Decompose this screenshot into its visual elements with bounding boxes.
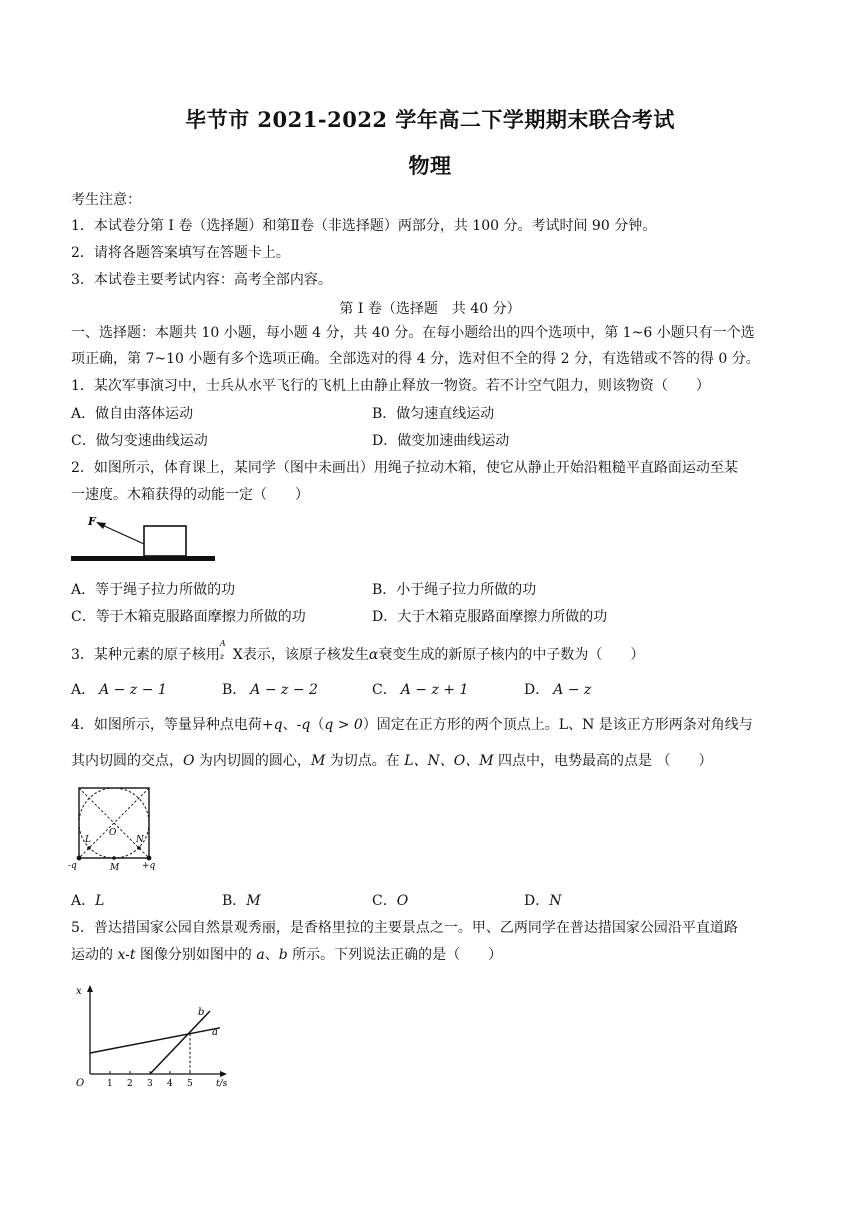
notice-item: 1．本试卷分第 I 卷（选择题）和第Ⅱ卷（非选择题）两部分，共 100 分。考试时间 90 分钟。 [71,218,657,234]
rope-line [100,524,144,544]
notice-item: 3．本试卷主要考试内容：高考全部内容。 [71,272,332,288]
force-arrowhead [96,522,106,529]
x-axis-label: t/s [216,1079,228,1089]
q3-option-a: A． A − z − 1 [71,682,167,698]
x-tick-label: 5 [187,1079,193,1089]
label-pos-charge: +q [142,861,156,871]
q5-stem: 5．普达措国家公园自然景观秀丽，是香格里拉的主要景点之一。甲、乙两同学在普达措国家公园沿平直道路 [71,920,738,936]
q3-option-d: D． A − z [524,682,592,698]
notice-item: 2．请将各题答案填写在答题卡上。 [71,245,290,261]
origin-label: O [76,1078,85,1089]
section-instructions: 项正确，第 7~10 小题有多个选项正确。全部选对的得 4 分，选对但不全的得 2 分，有选错或不答的得 0 分。 [71,351,760,367]
ground-surface [71,556,215,561]
q5-stem: 运动的 x-t 图像分别如图中的 a、b 所示。下列说法正确的是（ ） [71,947,503,963]
q2-option-d: D．大于木箱克服路面摩擦力所做的功 [372,609,608,625]
q2-option-a: A．等于绳子拉力所做的功 [71,582,236,598]
x-tick-label: 2 [127,1079,133,1089]
q1-option-c: C．做匀变速曲线运动 [71,433,208,449]
x-tick-label: 4 [167,1079,173,1089]
q4-option-a: A．L [71,893,105,909]
section-heading: 第 I 卷（选择题 共 40 分） [339,301,521,317]
point-l [87,846,91,850]
q2-stem: 一速度。木箱获得的动能一定（ ） [71,487,309,503]
q2-stem: 2．如图所示，体育课上，某同学（图中未画出）用绳子拉动木箱，使它从静止开始沿粗糙平直路面运动至某 [71,460,738,476]
nuclide-symbol: A z [219,639,226,661]
q1-stem: 1．某次军事演习中，士兵从水平飞行的飞机上由静止释放一物资。若不计空气阻力，则该物资（ ） [71,378,710,394]
notice-heading: 考生注意： [71,192,141,208]
x-axis-arrow [220,1071,227,1077]
q4-option-b: B．M [222,893,261,909]
q2-option-b: B．小于绳子拉力所做的功 [372,582,537,598]
q1-option-b: B．做匀速直线运动 [372,406,495,422]
q4-option-d: D．N [524,893,562,909]
charge-positive [147,856,152,861]
series-b-line [150,1011,210,1074]
q4-stem: 其内切圆的交点，O 为内切圆的圆心，M 为切点。在 L、N、O、M 四点中，电势最高的点是 （ ） [71,753,713,769]
point-m [112,856,116,860]
force-label: F [88,515,96,528]
series-a-label: a [212,1027,218,1039]
exam-title: 毕节市 2021-2022 学年高二下学期期末联合考试 [185,107,675,132]
series-b-label: b [198,1007,205,1019]
charge-negative [77,856,82,861]
label-neg-charge: -q [68,861,77,871]
q2-option-c: C．等于木箱克服路面摩擦力所做的功 [71,609,306,625]
x-tick-label: 3 [147,1079,153,1089]
q3-stem: 3．某种元素的原子核用 A z X表示，该原子核发生α衰变生成的新原子核内的中子数为（ ） [71,639,645,663]
label-n: N [136,835,144,845]
exam-subject: 物理 [408,153,452,178]
x-tick-label: 1 [107,1079,113,1089]
q1-option-a: A．做自由落体运动 [71,406,194,422]
q3-option-c: C． A − z + 1 [372,682,469,698]
crate-box [144,526,186,556]
q2-figure-crate [68,510,218,570]
point-n [137,846,141,850]
label-m: M [110,863,120,873]
q4-option-c: C．O [372,893,409,909]
y-axis-arrow [87,985,93,992]
series-a-line [90,1028,220,1053]
label-l: L [85,835,91,845]
y-axis-label: x [76,986,82,997]
q3-option-b: B． A − z − 2 [222,682,318,698]
q4-figure-square [66,782,162,874]
section-instructions: 一、选择题：本题共 10 小题，每小题 4 分，共 40 分。在每小题给出的四个选项中，第 1~6 小题只有一个选 [71,325,755,341]
q4-stem: 4．如图所示，等量异种点电荷+q、-q（q > 0）固定在正方形的两个顶点上。L、N 是该正方形两条对角线与 [71,717,753,733]
q5-xt-chart [70,978,228,1090]
label-o: O [109,828,117,838]
q1-option-d: D．做变加速曲线运动 [372,433,510,449]
